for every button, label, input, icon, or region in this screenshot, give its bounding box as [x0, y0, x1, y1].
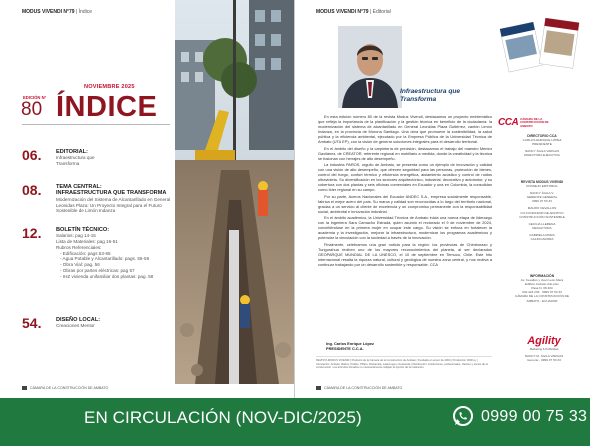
magazine-credits: REVISTA MODUS VIVENDI | Producto de la Cámara de la Construcción de Ambato | Fundada en enero de 2004 | Producción 3000 ej. | Circulación: Ambato, Baños, Pelileo, Píllaro, Riobamba, Latacunga y Guaranda | Distribución: instituciones, profesionales, clientes y socios de la construcción. Los artículos firmados no necesariamente reflejan la opinión de la institución. [316, 356, 492, 370]
editorial-paragraph: Finalmente, celebramos una gran noticia para la región: los provincias de Chimborazo y Tungurahua reciben uno de los mayores reconocimientos del planeta, al ser declarados GEOPARQUE MUNDIAL DE LA UNESCO, el 10 de septiembre en Temuco, Chile. Este hito internacional resalta la riqueza natural, cultural y geológica de nuestra zona central, y nos motiva a continuar trabajando por un desarrollo sostenible y responsable. CCA [318, 241, 492, 267]
toc-title: DISEÑO LOCAL: [56, 317, 101, 323]
toc-subline: - Agua Potable y Alcantarillado: pags. 55-56 [60, 256, 150, 262]
left-page [0, 0, 295, 398]
editorial-paragraph: La industria PAROS, orgullo de Ambato, se presenta como un ejemplo de innovación y calidad con una visión de alto desempeño, que ofrecen seguridad para las personas, protección de bienes, control del fuego, confort térmico y eficiencia energética, aislamiento acústico y control de ruidos ultravioleta. Su diversificación en los sectores arquitectónico, industrial, decorativo y automotor, y su cobertura con dos plantas y seis oficinas comerciales en Ecuador y una en Colombia, la consolidan como líder regional en su campo. [318, 162, 492, 192]
directorio-block: DIRECTORIO CCA CARLOS ENRIQUE LÓPEZ PRESIDENTE NANCY ÁGILA VARGAS DIRECTORA EJECUTIVA [522, 134, 562, 158]
toc-subtitle: INFRAESTRUCTURA QUE TRANSFORMA [56, 190, 167, 197]
editorial-paragraph: En el ámbito académico, la Universidad Técnica de Ambato inicia una nueva etapa de liderazgo con la ingeniera Sara Camacho Estrada, quien asumió el rectorado el 9 de noviembre de 2024, convirtiéndose en la primera mujer en ocupar este cargo. Su visión se enfoca en fortalecer la academia y la investigación, mejorar la infraestructura, modernizar los programas académicos y potenciar la vinculación con la sociedad a través de la innovación. [318, 215, 492, 240]
right-page-header: MODUS VIVENDI N°79 | Editorial [316, 9, 391, 15]
signature [326, 341, 374, 351]
toc-title: TEMA CENTRAL: [56, 184, 102, 190]
right-page [296, 0, 590, 398]
edition-label: EDICIÓN N° [23, 95, 47, 100]
page-title: ÍNDICE [56, 91, 158, 123]
construction-site-image [175, 0, 295, 384]
left-page-footer: CÁMARA DE LA CONSTRUCCIÓN DE AMBATO [22, 386, 108, 390]
toc-line: Infraestructura que [56, 155, 95, 161]
toc-line: Rubros Referenciales: [56, 244, 102, 250]
whatsapp-icon[interactable] [452, 405, 474, 427]
editorial-body [318, 114, 492, 268]
edition-number: 80 [21, 99, 43, 120]
cca-small-logo-icon [22, 386, 27, 390]
circulation-text: EN CIRCULACIÓN (NOV-DIC/2025) [84, 408, 362, 427]
cca-small-logo-icon [316, 386, 321, 390]
left-page-header: MODUS VIVENDI N°79 | Índice [22, 9, 93, 15]
toc-line: Leonidas Plaza: Un Proyecto Integral para el Futuro [56, 202, 162, 208]
revista-block: REVISTA MODUS VIVENDI CONSEJO EDITORIAL NANCY ÁGILA V. GERENTE GENERAL 0999 07 53 33 MAURO CEVALLOS CO-FUNDADOR DE ARCHIVO CONSTRUCCIÓN SOSTENIBLE CECILIA LLERENA REDACTORA GABRIELA MORA CALIFICADORA [519, 180, 565, 241]
toc-title: BOLETÍN TÉCNICO: [56, 227, 110, 233]
toc-line: Transforma [56, 161, 80, 167]
title-divider [22, 124, 170, 125]
agility-logo-word: Agility [527, 335, 561, 347]
toc-subline: - IHZ vivienda unifamiliar dos plantas: pag. 58 [60, 273, 154, 279]
agility-logo-sub: Marketing & Publicidad [529, 347, 559, 351]
portrait-image [338, 26, 402, 108]
toc-subline: - Obra Vial: pag. 56 [60, 262, 100, 268]
toc-line: Modernización del Sistema de Alcantarillado en General [56, 196, 171, 202]
construction-photo [175, 0, 295, 384]
circulation-banner [0, 398, 590, 446]
editorial-paragraph: En el ámbito del diseño y la carpintería de precisión, destacamos el trabajo del maestro Mentor Gavilánez, de CREATOR, referente regional en mobiliario a medida, donde la creatividad y la técnica se fusionan con herrajes de alto desempeño. [318, 145, 492, 161]
toc-page-number: 12. [22, 225, 42, 241]
signature-name: Ing. Carlos Enrique López [326, 341, 374, 346]
editorial-paragraph: En esta edición número 80 de la revista Modus Vivendi, destacamos un proyecto emblemático que refleja la importancia de la planificación y la gestión técnica en beneficio de la ciudadanía: la modernización del sistema de alcantarillado en General Leonidas Plaza Gutiérrez, cantón Limón Indanza, en la provincia de Morona Santiago. Una obra que promueve la sostenibilidad, la salud pública y la eficiencia ambiental, ejecutado por la Empresa Pública de la Universidad Técnica de Ambato (UTA EP), con la visión de generar soluciones integrales para el desarrollo territorial. [318, 114, 492, 144]
cca-logo-mark: CCA [498, 117, 519, 128]
toc-line: Salarios: pag 14-15 [56, 233, 96, 239]
toc-title: EDITORIAL: [56, 149, 88, 155]
informacion-block: INFORMACIÓN Av. Cevallos y Juan León Mera Edificio Ambato 2do piso Pasa N. 08 404 032 424 236 · 0999 07 53 33 CÁMARA DE LA CONSTRUCCIÓN DE AMBATO - ECUADOR [515, 274, 569, 303]
toc-subline: - Obras por partes eléctricas: pag 57 [60, 267, 135, 273]
editorial-title: Infraestructura que Transforma [400, 88, 461, 103]
toc-page-number: 08. [22, 182, 42, 198]
masthead-sidebar [496, 12, 588, 392]
toc-line: Sostenible de Limón Indanza [56, 208, 116, 214]
cca-logo [498, 118, 556, 128]
editorial-paragraph: Por su parte, Aceros Nacionales del Ecuador ANDEC S.A., empresa socialmente responsable, fabrica el mejor acero del país. Su marca y calidad son reconocidas a lo largo del territorio nacional, gracias a un servicio al cliente de excelencia y un compromiso permanente con la responsabilidad social, ambiental e innovación industrial. [318, 193, 492, 214]
magazine-name: MODUS VIVENDI N°79 [316, 9, 369, 15]
toc-line: Lista de Materiales: pag 16-51 [56, 239, 118, 245]
president-portrait [338, 26, 402, 108]
cca-logo-name: CÁMARA DE LA CONSTRUCCIÓN DE AMBATO [520, 117, 549, 128]
toc-page-number: 06. [22, 147, 42, 163]
toc-line: Creaciones Mentor [56, 323, 95, 329]
toc-subline: - Edificación: pags 53-55 [60, 250, 111, 256]
signature-role: PRESIDENTE C.C.A. [326, 346, 364, 352]
agility-logo: Agility Marketing & Publicidad NANCY M. ÁGILA VARGAS Gerente - 0999 07 53 33 [516, 336, 572, 362]
magazine-covers-image [496, 14, 588, 74]
issue-date: NOVIEMBRE 2025 [84, 84, 135, 90]
right-page-footer: CÁMARA DE LA CONSTRUCCIÓN DE AMBATO [316, 386, 402, 390]
section-name: Editorial [372, 9, 391, 15]
toc-page-number: 54. [22, 315, 42, 331]
whatsapp-phone-number[interactable]: 0999 00 75 33 [481, 408, 588, 425]
magazine-name: MODUS VIVENDI N°79 [22, 9, 75, 15]
section-name: Índice [78, 9, 93, 15]
